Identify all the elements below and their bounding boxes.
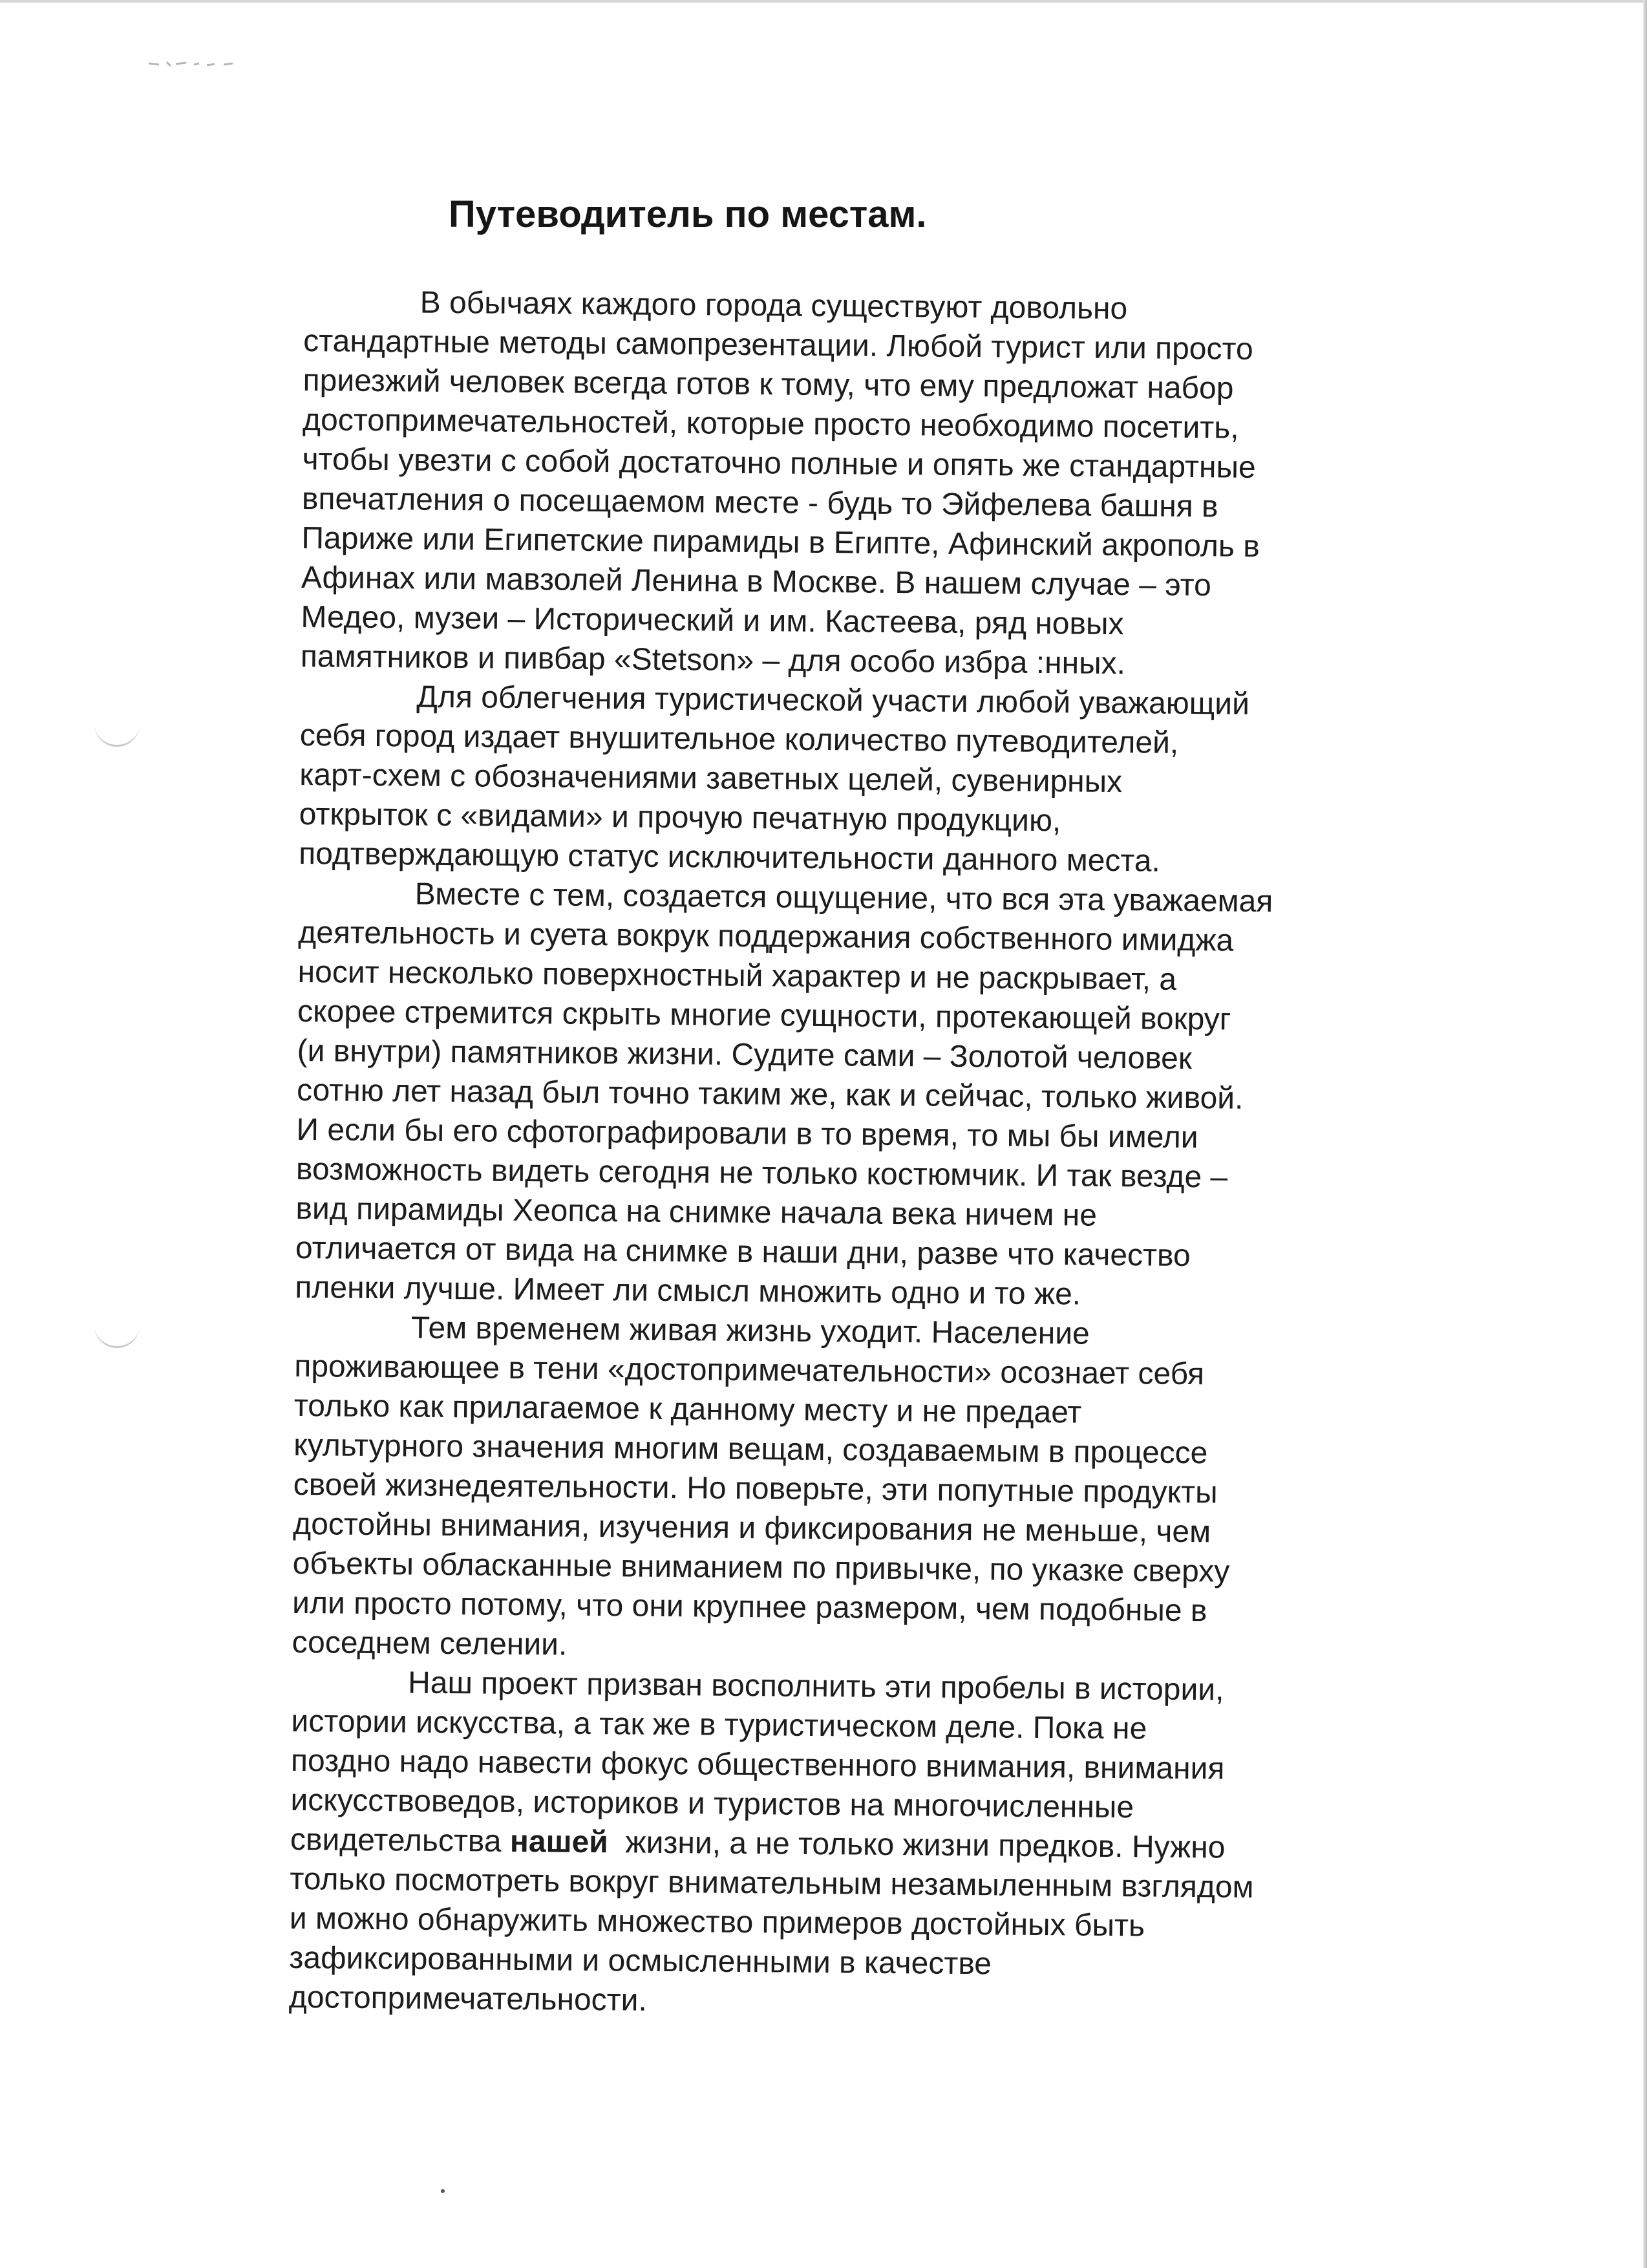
text-line: возможность видеть сегодня не только костюмчик. И так везде – xyxy=(295,1151,1228,1195)
scan-speck xyxy=(441,2189,445,2193)
paragraph-5 xyxy=(289,1662,1443,2027)
text-line: В обычаях каждого города существуют довольно xyxy=(420,285,1128,326)
text-line: своей жизнедеятельности. Но поверьте, эти попутные продукты xyxy=(293,1467,1218,1510)
text-line: (и внутри) памятников жизни. Судите сами – Золотой человек xyxy=(297,1033,1193,1076)
text-line: достопримечательностей, которые просто необходимо посетить, xyxy=(302,402,1239,445)
text-line: культурного значения многим вещам, создаваемым в процессе xyxy=(293,1428,1208,1471)
text-line: карт-схем с обозначениями заветных целей, сувенирных xyxy=(299,757,1123,800)
paragraph-3 xyxy=(295,873,1449,1318)
text-line: только как прилагаемое к данному месту и не предает xyxy=(293,1388,1082,1430)
text-line: подтверждающую статус исключительности данного места. xyxy=(299,836,1161,879)
text-line: достойны внимания, изучения и фиксирования не меньше, чем xyxy=(293,1506,1211,1550)
text-line: Наш проект призван восполнить эти пробелы в истории, xyxy=(407,1665,1224,1707)
text-line: Тем временем живая жизнь уходит. Население xyxy=(410,1311,1090,1351)
text-line: Для облегчения туристической участи любой уважающий xyxy=(416,679,1250,722)
text-line: впечатления о посещаемом месте - будь то Эйфелева башня в xyxy=(301,481,1218,524)
text-line: пленки лучше. Имеет ли смысл множить одно и то же. xyxy=(295,1270,1081,1312)
paragraph-2 xyxy=(299,676,1451,884)
text-line: И если бы его сфотографировали в то время, то мы бы имели xyxy=(296,1112,1198,1155)
text-line: себя город издает внушительное количество путеводителей, xyxy=(299,718,1179,760)
text-line: искусствоведов, историков и туристов на многочисленные xyxy=(290,1782,1134,1825)
emphasized-word: нашей xyxy=(509,1824,609,1860)
scan-right-edge xyxy=(1643,0,1647,2268)
text-line: достопримечательности. xyxy=(288,1980,648,2018)
text-line: соседнем селении. xyxy=(292,1625,568,1662)
text-line: отличается от вида на снимке в наши дни, разве что качество xyxy=(295,1230,1191,1274)
scan-smudge-mark xyxy=(147,57,238,70)
text-line: Вместе с тем, создается ощущение, что вся эта уважаемая xyxy=(414,877,1273,919)
text-line: деятельность и суета вокрук поддержания собственного имиджа xyxy=(297,915,1234,958)
text-line: Медео, музеи – Исторический и им. Кастеева, ряд новых xyxy=(301,599,1124,642)
text-line: сотню лет назад был точно таким же, как и сейчас, только живой. xyxy=(296,1073,1244,1116)
punch-hole-mark xyxy=(94,1319,140,1348)
text-line: стандартные методы самопрезентации. Любой турист или просто xyxy=(303,323,1253,367)
text-line: открыток с «видами» и прочую печатную продукцию, xyxy=(299,797,1061,839)
text-line: или просто потому, что они крупнее размером, чем подобные в xyxy=(292,1585,1207,1629)
text-line: вид пирамиды Хеопса на снимке начала века ничем не xyxy=(295,1191,1098,1233)
document-body xyxy=(289,282,1454,2027)
text-line: Париже или Египетские пирамиды в Египте, Афинский акрополь в xyxy=(301,520,1260,564)
paragraph-1 xyxy=(301,282,1454,687)
paragraph-4 xyxy=(292,1307,1445,1673)
text-line: только посмотреть вокруг внимательным незамыленным взглядом xyxy=(290,1861,1254,1905)
text-line: поздно надо навести фокус общественного внимания, внимания xyxy=(290,1743,1225,1786)
text-line: объекты обласканные вниманием по привычке, по указке сверху xyxy=(292,1546,1230,1589)
text-line: чтобы увезти с собой достаточно полные и опять же стандартные xyxy=(302,442,1256,485)
text-line: свидетельства нашей жизни, а не только жизни предков. Нужно xyxy=(290,1822,1226,1865)
text-line: истории искусства, а так же в туристическом деле. Пока не xyxy=(291,1704,1147,1746)
text-line: проживающее в тени «достопримечательности» осознает себя xyxy=(294,1349,1205,1392)
text-line: приезжий человек всегда готов к тому, что ему предложат набор xyxy=(303,363,1234,406)
scan-top-edge xyxy=(0,0,1647,3)
text-line: и можно обнаружить множество примеров достойных быть xyxy=(289,1901,1145,1943)
text-line: Афинах или мавзолей Ленина в Москве. В нашем случае – это xyxy=(301,560,1212,603)
punch-hole-mark xyxy=(94,718,140,747)
text-line: памятников и пивбар «Stetson» – для особо избра :нных. xyxy=(300,639,1126,681)
text-line: зафиксированными и осмысленными в качестве xyxy=(289,1940,992,1982)
document-title: Путеводитель по местам. xyxy=(449,193,927,235)
text-line: скорее стремится скрыть многие сущности, протекающей вокруг xyxy=(297,994,1231,1037)
text-line: носит несколько поверхностный характер и не раскрывает, а xyxy=(297,954,1177,997)
